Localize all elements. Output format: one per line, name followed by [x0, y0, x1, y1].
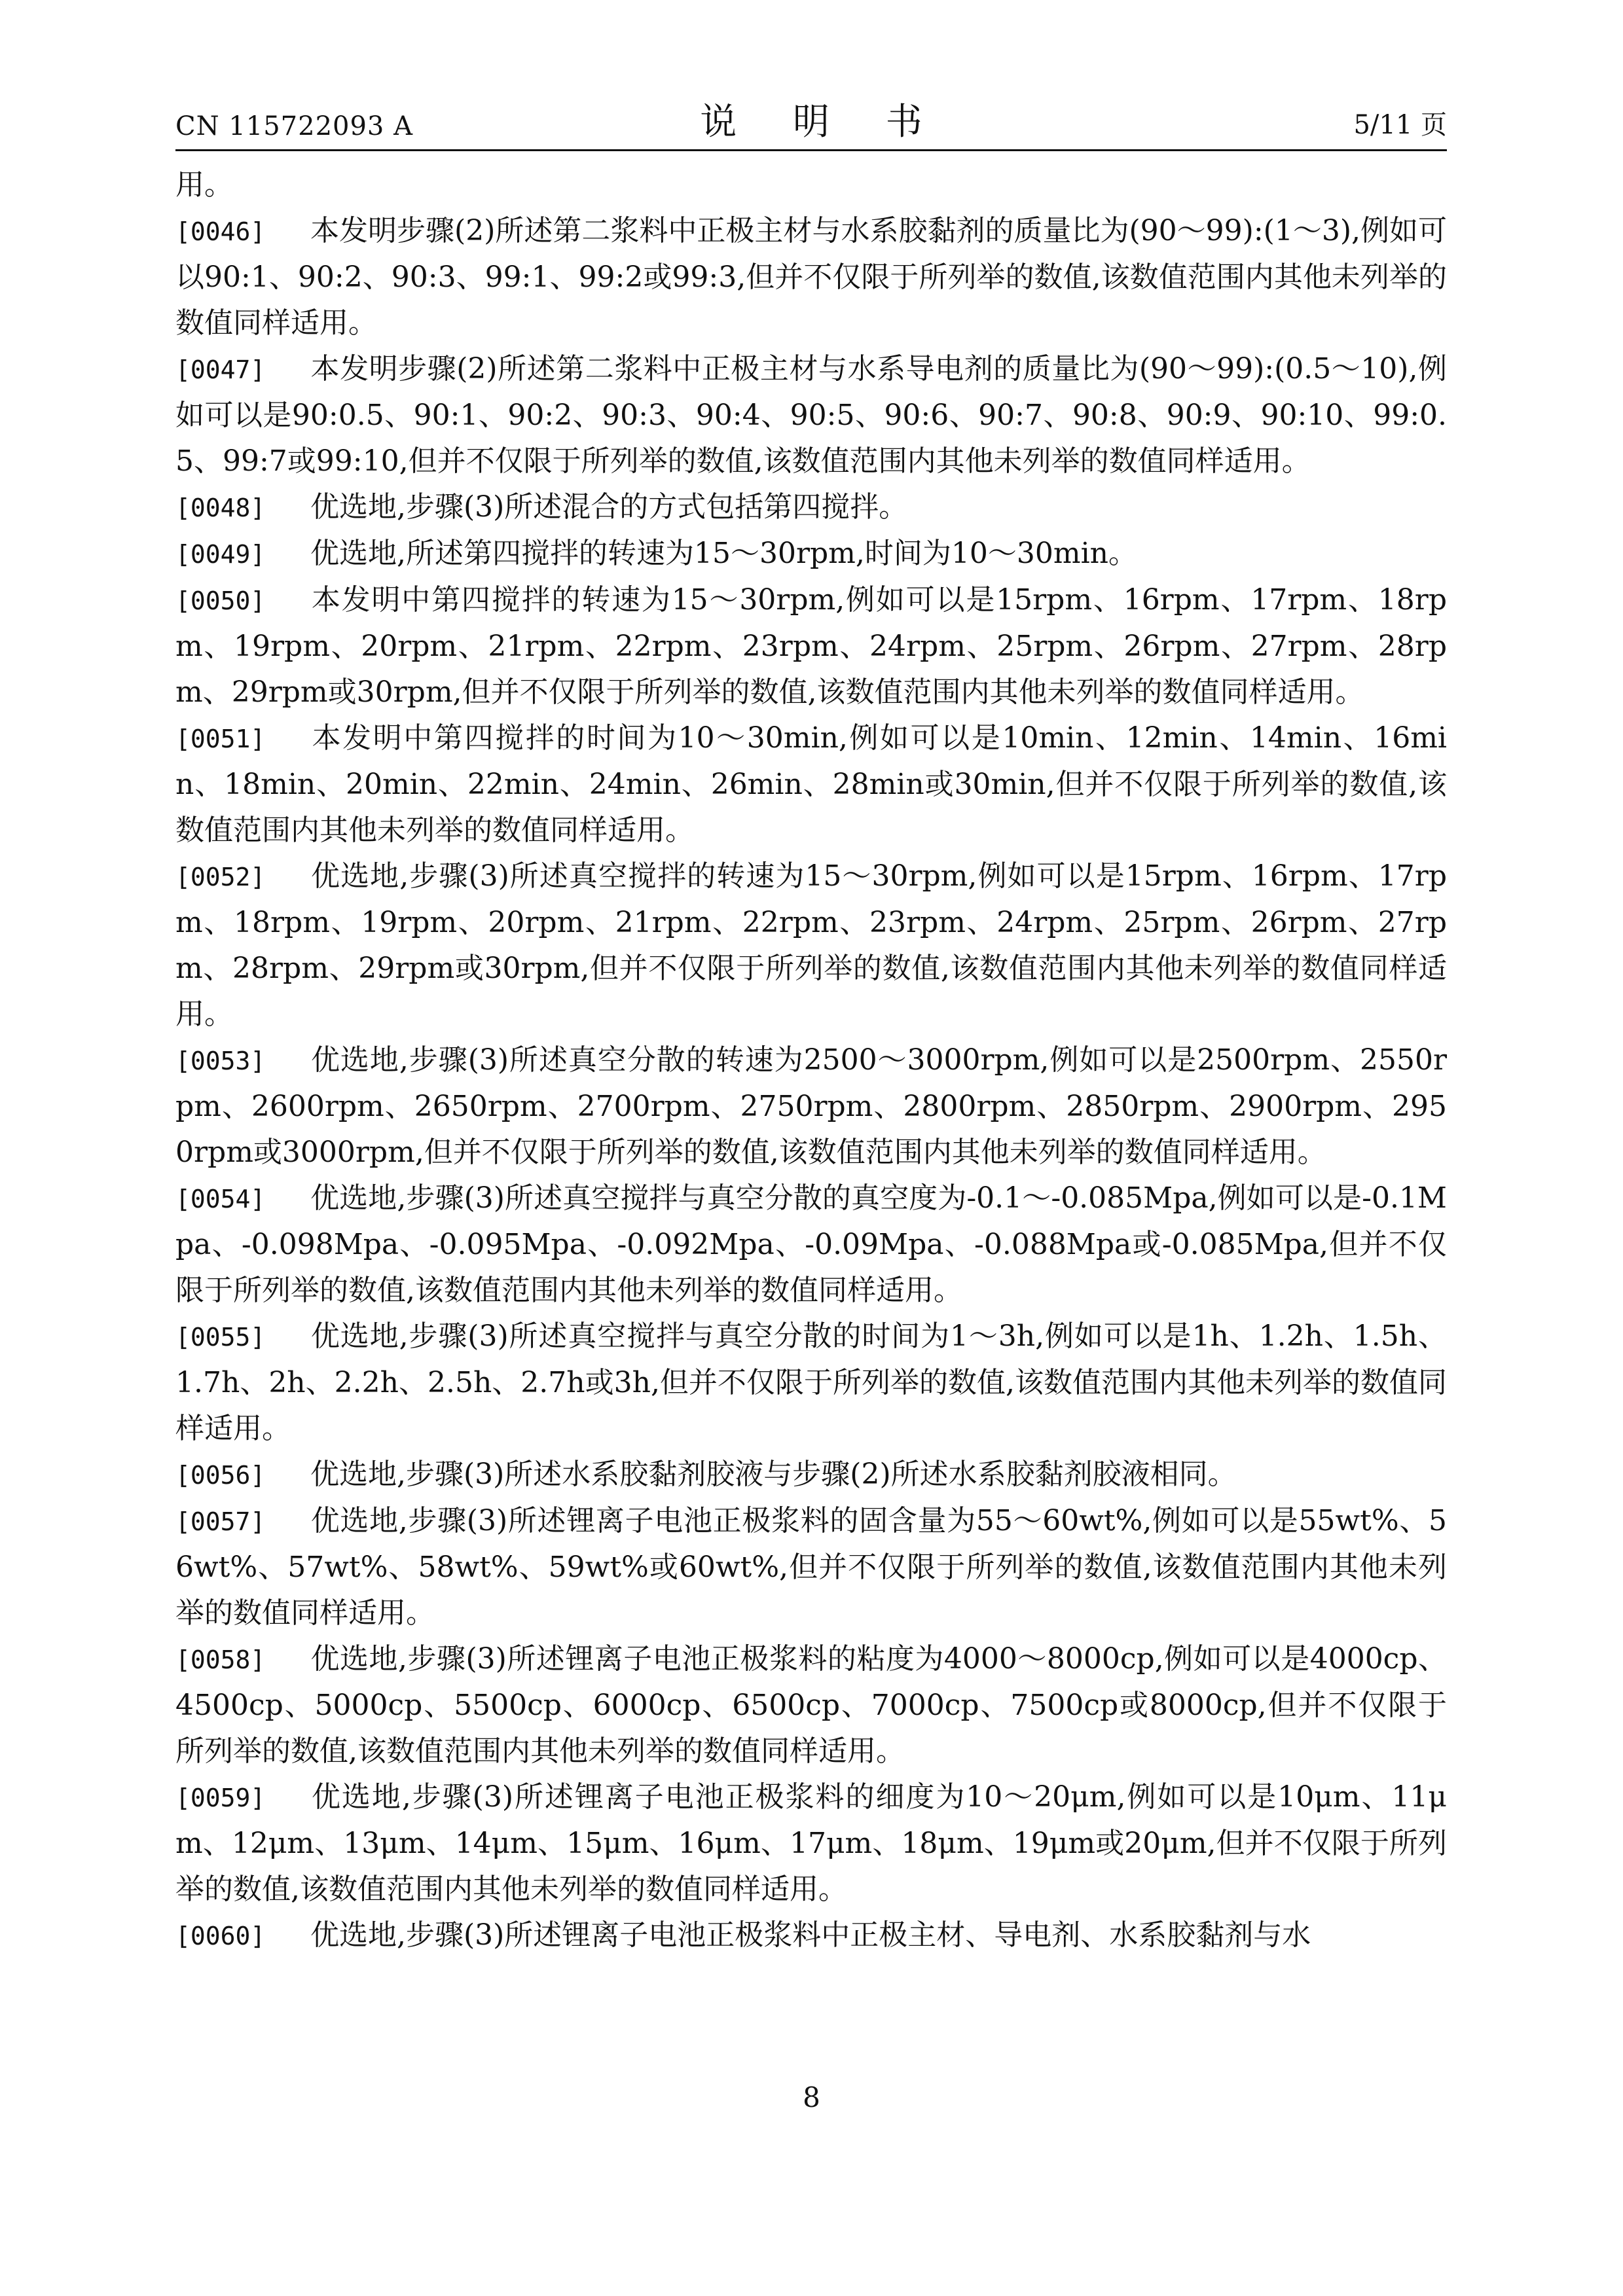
document-body [175, 162, 1447, 1959]
paragraph [175, 853, 1447, 1037]
paragraph-text: 优选地,步骤(3)所述真空搅拌的转速为15～30rpm,例如可以是15rpm、16rpm、17rpm、18rpm、19rpm、20rpm、21rpm、22rpm、23rpm、24rpm、25rpm、26rpm、27rpm、28rpm、29rpm或30rpm,但并不仅限于所列举的数值,该数值范围内其他未列举的数值同样适用。 [175, 859, 1447, 1031]
doc-number: CN 115722093 A [175, 111, 413, 141]
paragraph-text: 优选地,步骤(3)所述真空分散的转速为2500～3000rpm,例如可以是2500rpm、2550rpm、2600rpm、2650rpm、2700rpm、2750rpm、2800rpm、2850rpm、2900rpm、2950rpm或3000rpm,但并不仅限于所列举的数值,该数值范围内其他未列举的数值同样适用。 [175, 1043, 1447, 1169]
paragraph [175, 577, 1447, 715]
paragraph [175, 484, 1447, 531]
paragraph-number: [0052] [175, 863, 266, 891]
paragraph-number: [0059] [175, 1784, 266, 1812]
paragraph-text: 本发明中第四搅拌的时间为10～30min,例如可以是10min、12min、14min、16min、18min、20min、22min、24min、26min、28min或30min,但并不仅限于所列举的数值,该数值范围内其他未列举的数值同样适用。 [175, 721, 1447, 847]
header-rule [175, 149, 1447, 151]
paragraph [175, 208, 1447, 346]
paragraph-text: 优选地,所述第四搅拌的转速为15～30rpm,时间为10～30min。 [310, 537, 1137, 570]
paragraph-text: 本发明中第四搅拌的转速为15～30rpm,例如可以是15rpm、16rpm、17rpm、18rpm、19rpm、20rpm、21rpm、22rpm、23rpm、24rpm、25rpm、26rpm、27rpm、28rpm、29rpm或30rpm,但并不仅限于所列举的数值,该数值范围内其他未列举的数值同样适用。 [175, 583, 1447, 709]
paragraph [175, 346, 1447, 484]
paragraph-number: [0050] [175, 586, 266, 615]
paragraph-text: 优选地,步骤(3)所述锂离子电池正极浆料的粘度为4000～8000cp,例如可以是4000cp、4500cp、5000cp、5500cp、6000cp、6500cp、7000cp、7500cp或8000cp,但并不仅限于所列举的数值,该数值范围内其他未列举的数值同样适用。 [175, 1642, 1447, 1768]
page-header [175, 98, 1447, 151]
paragraph-number: [0046] [175, 217, 266, 246]
paragraph [175, 1498, 1447, 1636]
paragraph-text: 优选地,步骤(3)所述真空搅拌与真空分散的真空度为-0.1～-0.085Mpa,例如可以是-0.1Mpa、-0.098Mpa、-0.095Mpa、-0.092Mpa、-0.09Mpa、-0.088Mpa或-0.085Mpa,但并不仅限于所列举的数值,该数值范围内其他未列举的数值同样适用。 [175, 1181, 1447, 1307]
paragraph [175, 1912, 1447, 1959]
paragraph-number: [0053] [175, 1047, 266, 1075]
paragraph [175, 1037, 1447, 1175]
paragraph-text: 优选地,步骤(3)所述锂离子电池正极浆料的细度为10～20μm,例如可以是10μm、11μm、12μm、13μm、14μm、15μm、16μm、17μm、18μm、19μm或20μm,但并不仅限于所列举的数值,该数值范围内其他未列举的数值同样适用。 [175, 1780, 1447, 1906]
paragraph-text: 优选地,步骤(3)所述混合的方式包括第四搅拌。 [310, 490, 908, 524]
doc-title: 说 明 书 [700, 101, 945, 143]
paragraph-number: [0051] [175, 725, 266, 753]
paragraph [175, 715, 1447, 853]
paragraph-number: [0048] [175, 493, 266, 522]
paragraph-number: [0056] [175, 1461, 266, 1490]
paragraph [175, 1774, 1447, 1912]
paragraph-number: [0058] [175, 1645, 266, 1674]
paragraph-number: [0055] [175, 1323, 266, 1352]
paragraph [175, 1452, 1447, 1498]
paragraph [175, 1314, 1447, 1452]
paragraph-number: [0049] [175, 540, 266, 569]
paragraph [175, 1175, 1447, 1314]
paragraph-text: 优选地,步骤(3)所述锂离子电池正极浆料中正极主材、导电剂、水系胶黏剂与水 [310, 1918, 1311, 1952]
paragraph-text: 本发明步骤(2)所述第二浆料中正极主材与水系导电剂的质量比为(90～99):(0.5～10),例如可以是90:0.5、90:1、90:2、90:3、90:4、90:5、90:6、90:7、90:8、90:9、90:10、99:0.5、99:7或99:10,但并不仅限于所列举的数值,该数值范围内其他未列举的数值同样适用。 [175, 352, 1447, 478]
paragraph [175, 1636, 1447, 1774]
paragraph-text: 优选地,步骤(3)所述真空搅拌与真空分散的时间为1～3h,例如可以是1h、1.2h、1.5h、1.7h、2h、2.2h、2.5h、2.7h或3h,但并不仅限于所列举的数值,该数值范围内其他未列举的数值同样适用。 [175, 1319, 1447, 1445]
page-number: 8 [803, 2081, 820, 2113]
paragraph-text: 本发明步骤(2)所述第二浆料中正极主材与水系胶黏剂的质量比为(90～99):(1～3),例如可以90:1、90:2、90:3、99:1、99:2或99:3,但并不仅限于所列举的数值,该数值范围内其他未列举的数值同样适用。 [175, 214, 1447, 340]
paragraph [175, 531, 1447, 577]
page-count: 5/11 页 [1353, 110, 1447, 140]
continuation-text: 用。 [175, 168, 233, 202]
paragraph-number: [0047] [175, 355, 266, 384]
paragraph-number: [0054] [175, 1185, 266, 1213]
paragraph-text: 优选地,步骤(3)所述锂离子电池正极浆料的固含量为55～60wt%,例如可以是55wt%、56wt%、57wt%、58wt%、59wt%或60wt%,但并不仅限于所列举的数值,该数值范围内其他未列举的数值同样适用。 [175, 1504, 1447, 1630]
paragraph-text: 优选地,步骤(3)所述水系胶黏剂胶液与步骤(2)所述水系胶黏剂胶液相同。 [310, 1458, 1237, 1491]
paragraph-number: [0057] [175, 1507, 266, 1536]
paragraph-number: [0060] [175, 1922, 266, 1950]
